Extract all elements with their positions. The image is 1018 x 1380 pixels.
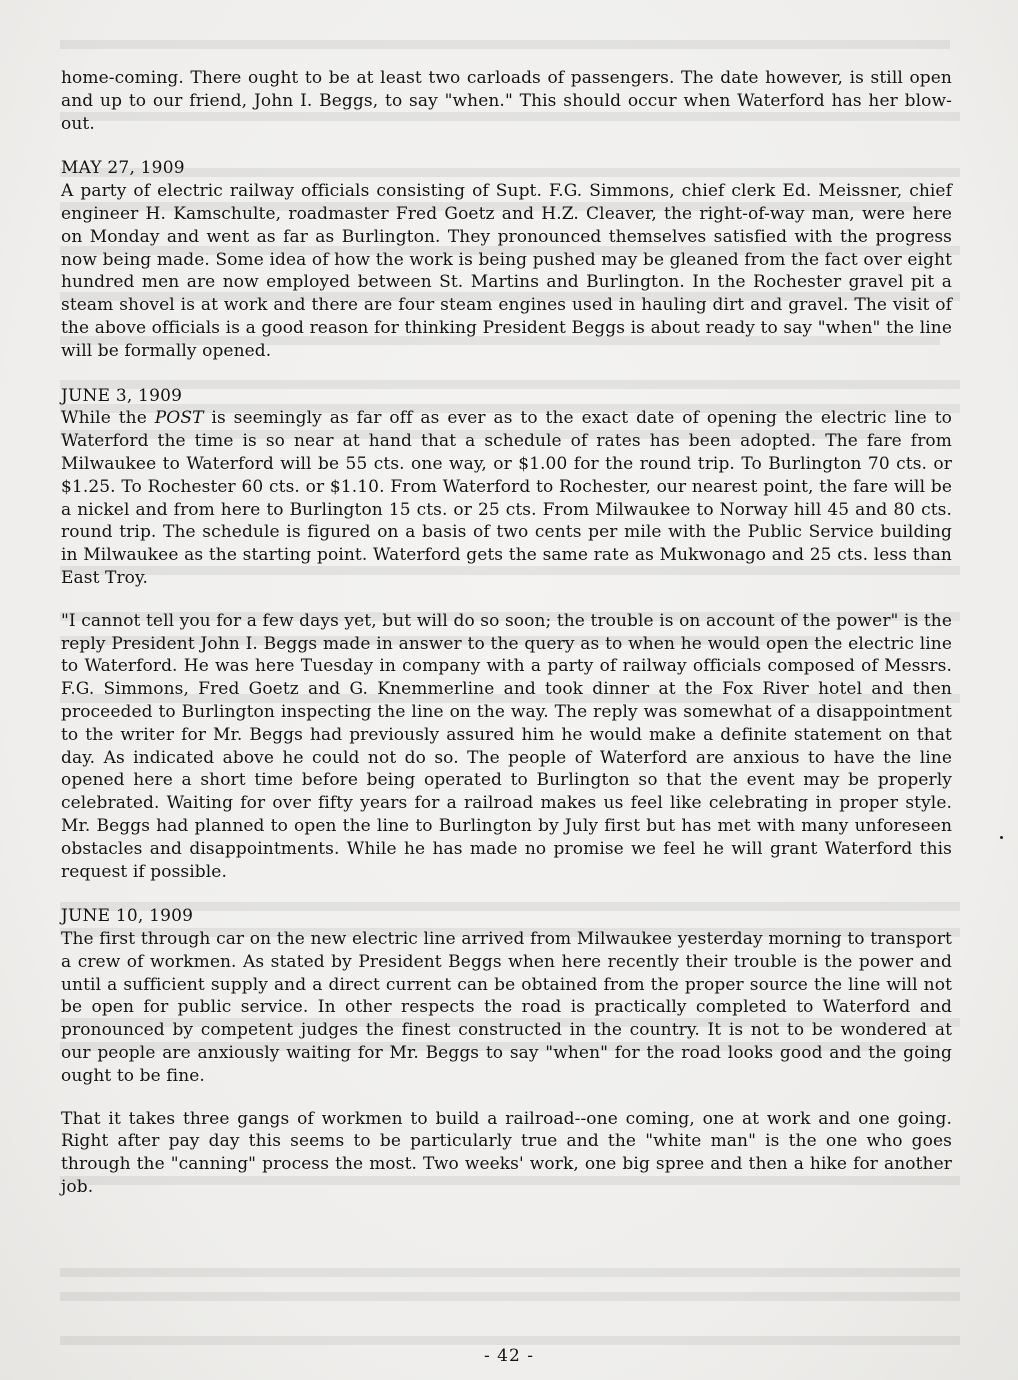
intro-paragraph: home-coming. There ought to be at least two carloads of passengers. The date however, is still open and up to our friend, John I. Beggs, to say "when." This should occur when Waterford has her blow-out. xyxy=(61,68,952,134)
entry-june-3 xyxy=(61,385,952,884)
entry-june-10 xyxy=(61,905,952,1199)
paragraph-lead-text: While the xyxy=(61,408,155,429)
page-number: - 42 - xyxy=(484,1346,534,1366)
entry-may-27 xyxy=(61,157,952,362)
entry-date-heading: JUNE 3, 1909 xyxy=(61,385,183,406)
paragraph-rest-text: is seemingly as far off as ever as to the exact date of opening the electric line to Waterford the time is so near at hand that a schedule of rates has been adopted. The fare from Milwaukee to Waterford will be 55 cts. one way, or $1.00 for the round trip. To Burlington 70 cts. or $1.25. To Rochester 60 cts. or $1.10. From Waterford to Rochester, our nearest point, the fare will be a nickel and from here to Burlington 15 cts. or 25 cts. From Milwaukee to Norway hill 45 and 80 cts. round trip. The schedule is figured on a basis of two cents per mile with the Public Service building in Milwaukee as the starting point. Waterford gets the same rate as Mukwonago and 25 cts. less than East Troy. xyxy=(61,408,952,588)
entry-date-heading: JUNE 10, 1909 xyxy=(61,906,194,927)
entry-date-heading: MAY 27, 1909 xyxy=(61,158,185,179)
entry-paragraph: A party of electric railway officials consisting of Supt. F.G. Simmons, chief clerk Ed. Meissner, chief engineer H. Kamschulte, roadmaster Fred Goetz and H.Z. Cleaver, the right-of-way man, were here on Monday and went as far as Burlington. They pronounced themselves satisfied with the progress now being made. Some idea of how the work is being pushed may be gleaned from the fact over eight hundred men are now employed between St. Martins and Burlington. In the Rochester gravel pit a steam shovel is at work and there are four steam engines used in hauling dirt and gravel. The visit of the above officials is a good reason for thinking President Beggs is about ready to say "when" the line will be formally opened. xyxy=(61,181,952,361)
entry-paragraph: "I cannot tell you for a few days yet, but will do so soon; the trouble is on account of the power" is the reply President John I. Beggs made in answer to the query as to when he would open the electric line to Waterford. He was here Tuesday in company with a party of railway officials composed of Messrs. F.G. Simmons, Fred Goetz and G. Knemmerline and took dinner at the Fox River hotel and then proceeded to Burlington inspecting the line on the way. The reply was somewhat of a disappointment to the writer for Mr. Beggs had previously assured him he would make a definite statement on that day. As indicated above he could not do so. The people of Waterford are anxious to have the line opened here a short time before being operated to Burlington so that the event may be properly celebrated. Waiting for over fifty years for a railroad makes us feel like celebrating in proper style. Mr. Beggs had planned to open the line to Burlington by July first but has met with many unforeseen obstacles and disappointments. While he has made no promise we feel he will grant Waterford this request if possible. xyxy=(61,610,952,882)
entry-paragraph: That it takes three gangs of workmen to build a railroad--one coming, one at work and one going. Right after pay day this seems to be particularly true and the "white man" is the one who goes through the "canning" process the most. Two weeks' work, one big spree and then a hike for another job. xyxy=(61,1108,952,1198)
scan-speck xyxy=(1000,836,1003,839)
entry-paragraph: The first through car on the new electric line arrived from Milwaukee yesterday morning to transport a crew of workmen. As stated by President Beggs when here recently their trouble is the power and until a sufficient supply and a direct current can be obtained from the proper source the line will not be open for public service. In other respects the road is practically completed to Waterford and pronounced by competent judges the finest constructed in the country. It is not to be wondered at our people are anxiously waiting for Mr. Beggs to say "when" for the road looks good and the going ought to be fine. xyxy=(61,929,952,1086)
entry-paragraph xyxy=(61,407,952,589)
newspaper-name: POST xyxy=(154,408,204,429)
document-body xyxy=(61,67,952,1199)
